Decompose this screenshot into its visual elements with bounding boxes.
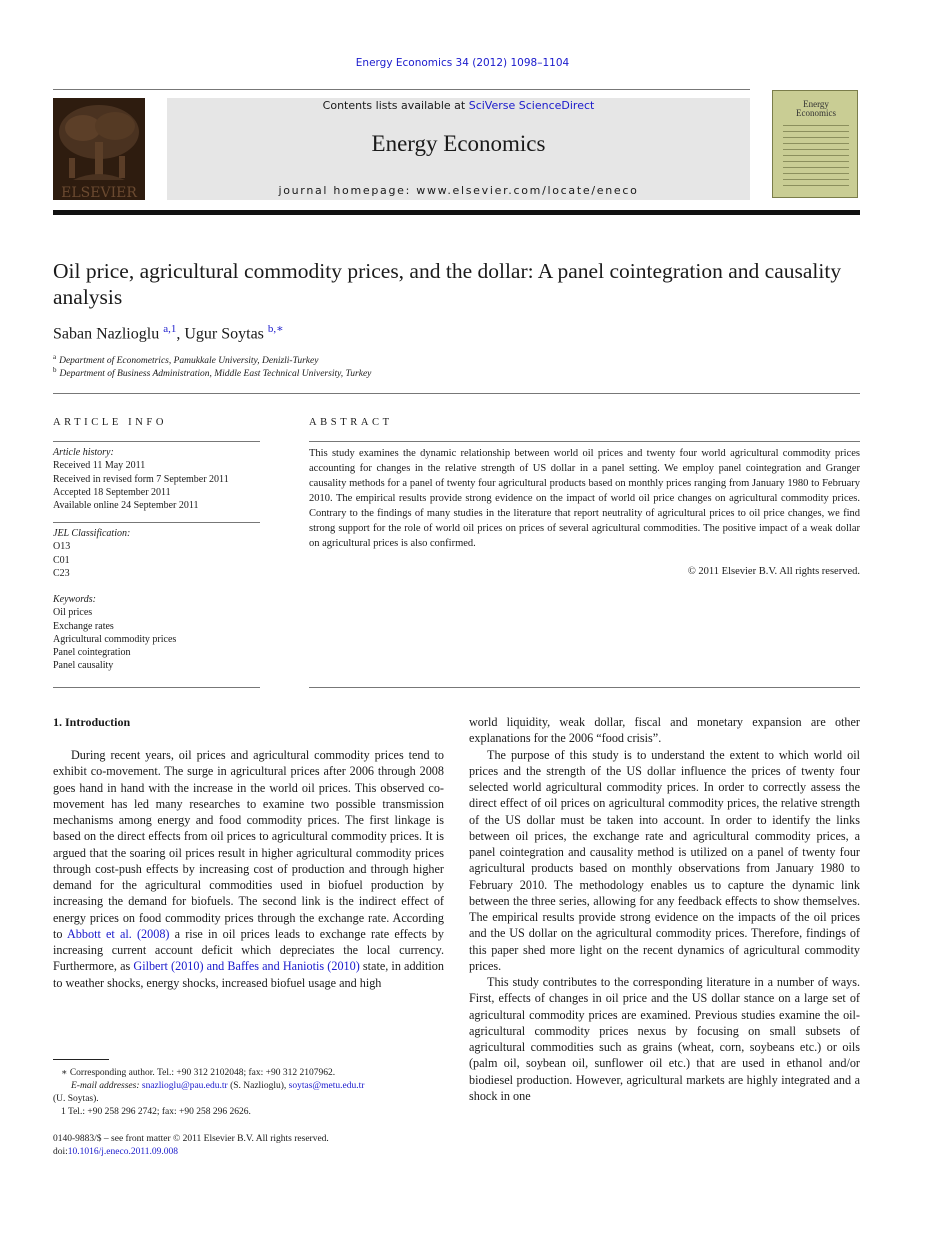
author-affiliation-mark[interactable]: b,∗ — [267, 323, 284, 335]
jel-code: C01 — [53, 554, 70, 566]
email-link[interactable]: soytas@metu.edu.tr — [288, 1081, 365, 1091]
cover-title: Energy Economics — [796, 99, 836, 118]
footnote-rule — [53, 1059, 109, 1060]
article-history: Article history: Received 11 May 2011 Received in revised form 7 September 2011 Accepted 18 September 2011 Available online 24 September 2011 — [53, 446, 263, 512]
section-rule — [53, 393, 860, 394]
journal-cover-thumbnail[interactable] — [772, 90, 858, 198]
abstract-text: This study examines the dynamic relationship between world oil prices and twenty four world agricultural commodity prices accounting for changes in the relative strength of US dollar in a panel setting. We employ panel cointegration and Granger causality methods for a panel of twenty four agricultural products based on monthly prices ranging from January 1980 to February 2010. The empirical results provide strong evidence on the impact of world oil price changes on agricultural commodity prices. Contrary to the findings of many studies in the literature that report neutrality of agricultural prices to oil price changes, we find strong support for the role of world oil prices on prices of several agricultural commodities. The positive impact of a weak dollar on agricultural prices is also confirmed. — [309, 448, 860, 549]
keyword: Panel causality — [53, 660, 114, 672]
jel-code: O13 — [53, 541, 71, 553]
citation-link[interactable]: Gilbert (2010) and Baffes and Haniotis (2010) — [133, 959, 360, 974]
journal-name: Energy Economics — [371, 131, 546, 156]
journal-citation[interactable] — [0, 57, 925, 69]
affiliation: $^b$ Department of Business Administration, Middle East Technical University, Turkey — [53, 366, 372, 380]
header-heavy-rule — [53, 210, 860, 215]
elsevier-logo — [53, 98, 145, 200]
body-column-left — [53, 747, 444, 991]
abstract-rule — [309, 687, 860, 688]
body-column-right — [469, 714, 860, 1104]
footnote-1: 1 Tel.: +90 258 296 2742; fax: +90 258 296 2626. — [61, 1107, 251, 1117]
article-title: Oil price, agricultural commodity prices, and the dollar: A panel cointegration and causality analysis — [53, 259, 842, 309]
doi-line: doi:10.1016/j.eneco.2011.09.008 — [53, 1147, 178, 1157]
author-name: Saban Nazlioglu — [53, 325, 164, 343]
journal-header-box — [167, 98, 750, 200]
issn-line: 0140-9883/$ – see front matter © 2011 Elsevier B.V. All rights reserved. — [53, 1134, 329, 1144]
history-item: Accepted 18 September 2011 — [53, 486, 171, 498]
info-rule — [53, 687, 260, 688]
citation-link[interactable]: Energy Economics 34 (2012) 1098–1104 — [355, 57, 570, 69]
header-rule — [53, 89, 750, 90]
cover-contents-lines — [783, 125, 849, 191]
abstract-rule — [309, 441, 860, 442]
abstract-heading: ABSTRACT — [309, 417, 393, 428]
paragraph: world liquidity, weak dollar, fiscal and monetary expansion are other explanations for the 2006 “food crisis”. — [469, 715, 860, 746]
affiliation: $^a$ Department of Econometrics, Pamukkale University, Denizli-Turkey — [53, 353, 319, 367]
journal-homepage[interactable]: journal homepage: www.elsevier.com/locate/eneco — [278, 184, 639, 197]
history-item: Received 11 May 2011 — [53, 460, 146, 472]
footnote-emails-cont: (U. Soytas). — [53, 1094, 99, 1104]
contents-line — [167, 99, 750, 112]
keyword: Exchange rates — [53, 620, 114, 632]
footnote-emails: E-mail addresses: snazlioglu@pau.edu.tr (S. Nazlioglu), soytas@metu.edu.tr — [71, 1081, 365, 1091]
jel-classification: JEL Classification: O13 C01 C23 — [53, 527, 263, 580]
author-name: Ugur Soytas — [184, 325, 268, 343]
author-list: Saban Nazlioglu $^{a,1}$, Ugur Soytas $^{b,∗}$ — [53, 323, 284, 343]
keyword: Panel cointegration — [53, 647, 131, 659]
paragraph: This study contributes to the corresponding literature in a number of ways. First, effects of changes in oil price and the US dollar stance on a large set of agricultural commodity prices are examined. Previous studies examine the oil-agricultural commodity prices nexus by focusing on small subsets of agricultural commodities such as grains (wheat, corn, soybeans etc.) or oils (palm oil, soybean oil, sunflower oil etc.) that are used in ethanol and/or biodiesel production. However, agricultural markets are highly integrated and a shock in one — [469, 975, 860, 1103]
info-rule — [53, 441, 260, 442]
footnote-corresponding: ∗ Corresponding author. Tel.: +90 312 2102048; fax: +90 312 2107962. — [61, 1068, 336, 1078]
doi-link[interactable]: 10.1016/j.eneco.2011.09.008 — [67, 1147, 178, 1157]
sciencedirect-link[interactable]: SciVerse ScienceDirect — [468, 99, 595, 112]
keyword: Agricultural commodity prices — [53, 633, 177, 645]
paragraph: The purpose of this study is to understand the extent to which world oil prices and the strength of the US dollar influence the prices of twenty four selected world agricultural commodity prices. In order to correctly assess the direct effect of oil prices on agricultural commodity prices, the relative strength of the US dollar must be taken into account. In order to identify the links between oil prices, the exchange rate and agricultural commodity prices, a panel cointegration and causality method is utilized on a panel of twenty four agricultural products based on monthly observations from January 1980 to February 2010. The methodology enables us to capture the dynamic link between the three series, allowing for any feedback effects to show themselves. The empirical results provide strong evidence on the impacts of the oil prices and the US dollar on the agricultural commodity prices. Therefore, findings of this paper shed more light on the recent dynamics of agricultural commodity prices. — [469, 747, 860, 973]
paragraph: During recent years, oil prices and agricultural commodity prices tend to exhibit co-movement. The surge in agricultural prices after 2006 through 2008 goes hand in hand with the increase in the world oil prices. This observed co-movement has led many researches to examine two possible transmission mechanisms among energy and food commodity prices. The first linkage is based on the direct effects from oil prices to agricultural commodity prices. It is argued that the soaring oil prices result in higher agricultural commodity prices through cost-push effects by increasing cost of production and through higher demand for the agricultural commodities used in biofuel production by increasing the demand for biofuels. The second link is the indirect effect of energy prices on food commodity prices through the exchange rate. According to Abbott et al. (2008) a rise in oil prices leads to exchange rate effects by increasing current account deficit which depreciates the local currency. Furthermore, as Gilbert (2010) and Baffes and Haniotis (2010) state, in addition to weather shocks, energy shocks, increased biofuel usage and high — [53, 748, 444, 990]
keywords: Keywords: Oil prices Exchange rates Agricultural commodity prices Panel cointegration Panel causality — [53, 593, 263, 673]
info-rule — [53, 522, 260, 523]
history-item: Received in revised form 7 September 2011 — [53, 473, 229, 485]
citation-link[interactable]: Abbott et al. (2008) — [66, 926, 170, 941]
history-item: Available online 24 September 2011 — [53, 500, 199, 512]
email-link[interactable]: snazlioglu@pau.edu.tr — [141, 1081, 228, 1091]
elsevier-wordmark: ELSEVIER — [61, 185, 137, 200]
jel-code: C23 — [53, 567, 70, 579]
article-info-heading: ARTICLE INFO — [53, 417, 168, 428]
abstract-copyright: © 2011 Elsevier B.V. All rights reserved. — [687, 566, 860, 577]
contents-prefix: Contents lists available at — [322, 99, 469, 112]
keyword: Oil prices — [53, 607, 93, 619]
section-heading: 1. Introduction — [53, 715, 131, 729]
author-affiliation-mark[interactable]: a,1 — [163, 323, 177, 335]
